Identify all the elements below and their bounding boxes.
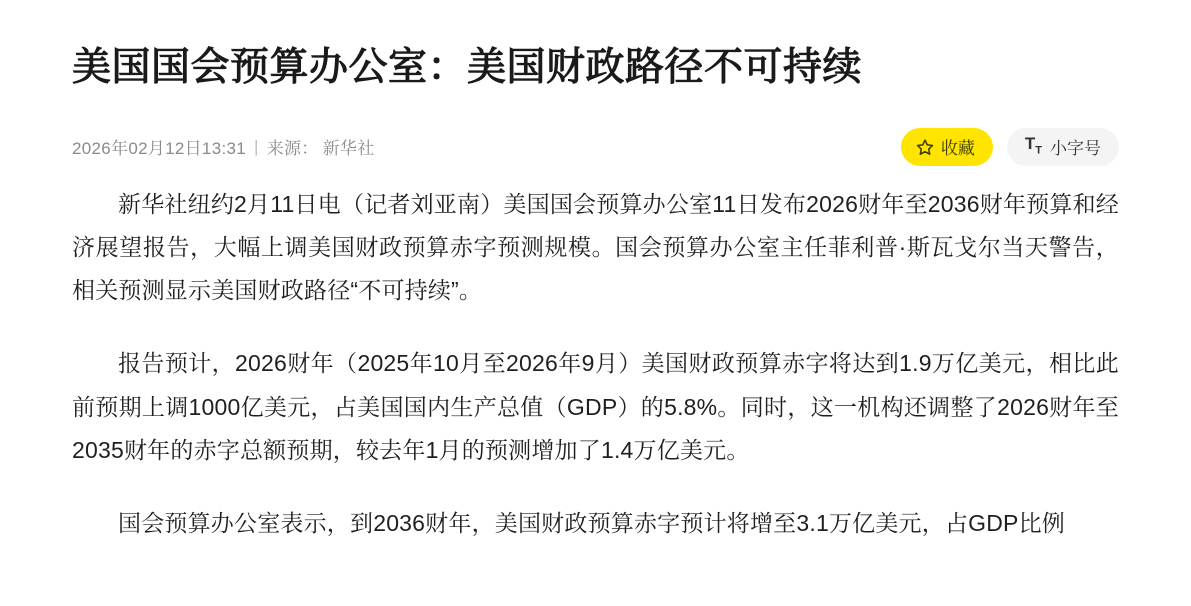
article-body (72, 183, 1119, 546)
source-label: 来源： (266, 139, 319, 159)
publish-timestamp: 2026年02月12日13:31 (72, 139, 246, 159)
favorite-button-label: 收藏 (940, 139, 975, 159)
star-icon (916, 138, 934, 156)
article-meta-row (72, 119, 1119, 175)
font-size-button[interactable] (1007, 128, 1119, 166)
meta-separator: | (253, 136, 259, 156)
favorite-button[interactable] (901, 128, 993, 166)
article-paragraph: 新华社纽约2月11日电（记者刘亚南）美国国会预算办公室11日发布2026财年至2036财年预算和经济展望报告，大幅上调美国财政预算赤字预测规模。国会预算办公室主任菲利普·斯瓦戈尔当天警告，相关预测显示美国财政路径“不可持续”。 (72, 190, 1119, 304)
article-meta-info (72, 134, 375, 159)
source-name: 新华社 (322, 139, 375, 159)
article-paragraph: 国会预算办公室表示，到2036财年，美国财政预算赤字预计将增至3.1万亿美元，占GDP比例 (118, 510, 1065, 537)
article-paragraph: 报告预计，2026财年（2025年10月至2026年9月）美国财政预算赤字将达到1.9万亿美元，相比此前预期上调1000亿美元，占美国国内生产总值（GDP）的5.8%。同时，这一机构还调整了2026财年至2035财年的赤字总额预期，较去年1月的预测增加了1.4万亿美元。 (72, 350, 1119, 463)
font-size-button-label: 小字号 (1050, 139, 1101, 159)
page-title: 美国国会预算办公室：美国财政路径不可持续 (72, 46, 863, 89)
text-size-icon: $T_T$ (1024, 133, 1042, 157)
article-actions (901, 128, 1119, 166)
